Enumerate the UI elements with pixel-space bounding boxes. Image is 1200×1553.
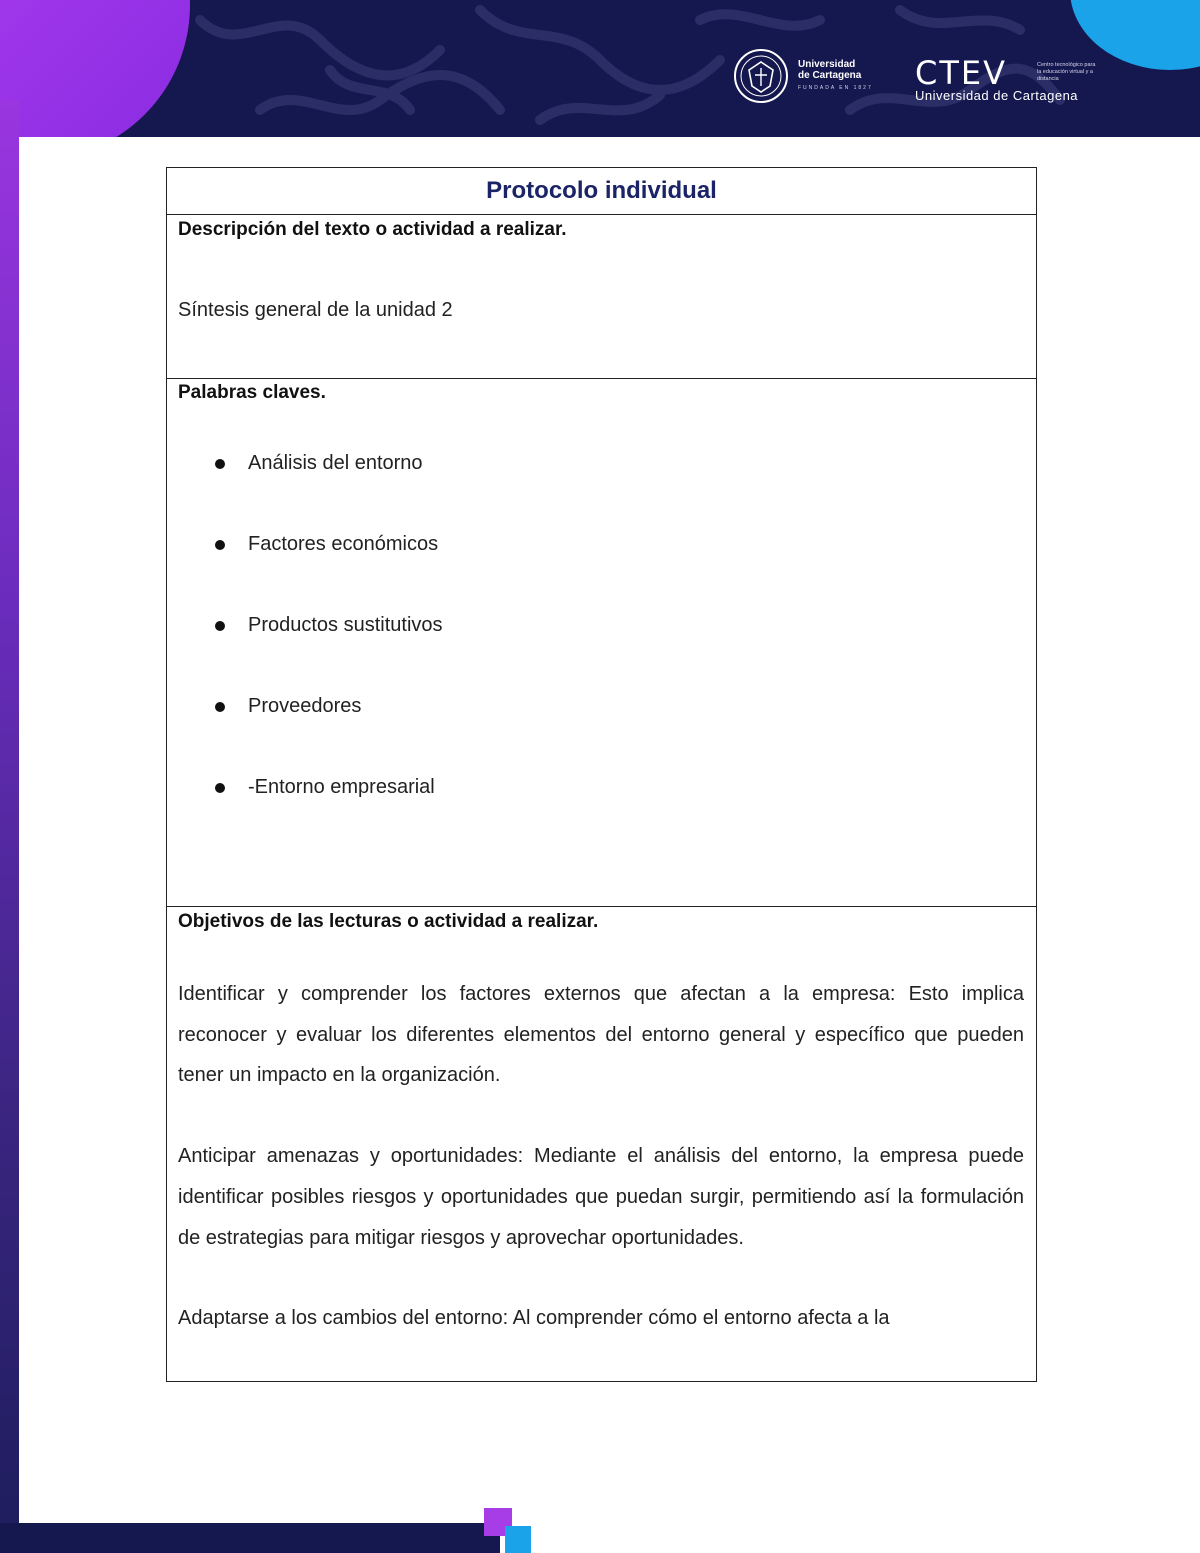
- universidad-de-cartagena-logo: [732, 48, 873, 104]
- description-section: [167, 214, 1036, 378]
- keyword-item: [178, 694, 1024, 775]
- ctev-wordmark: CTEV: [915, 54, 1007, 92]
- university-name-line2: de Cartagena: [798, 69, 862, 81]
- left-gradient-strip: [0, 100, 19, 1553]
- keywords-section: [167, 378, 1036, 906]
- ctev-tagline: Centro tecnológico para la educación virtual y a distancia: [1037, 62, 1096, 82]
- protocol-title: Protocolo individual: [486, 177, 717, 204]
- university-founded-text: FUNDADA EN 1827: [798, 84, 873, 91]
- protocol-table: [166, 167, 1037, 1382]
- footer-bar: [0, 1523, 500, 1553]
- bullet-icon: [215, 540, 225, 550]
- objective-paragraph: Identificar y comprender los factores externos que afectan a la empresa: Esto implica reconocer y evaluar los diferentes elementos del entorno general y específico que pueden tener un impacto en la organización.: [178, 983, 1024, 1087]
- objective-paragraph: Anticipar amenazas y oportunidades: Mediante el análisis del entorno, la empresa puede identificar posibles riesgos y oportunidades que puedan surgir, permitiendo así la formulación de estrategias para mitigar riesgos y aprovechar oportunidades.: [178, 1145, 1024, 1249]
- protocol-title-row: [167, 168, 1036, 214]
- keyword-item: [178, 532, 1024, 613]
- bullet-icon: [215, 621, 225, 631]
- keyword-text: Análisis del entorno: [248, 452, 423, 474]
- ctev-subtitle: Universidad de Cartagena: [915, 88, 1079, 103]
- objectives-section: [167, 906, 1036, 1381]
- keyword-text: Factores económicos: [248, 533, 439, 555]
- objective-paragraph: Adaptarse a los cambios del entorno: Al comprender cómo el entorno afecta a la: [178, 1307, 890, 1330]
- keywords-heading: Palabras claves.: [178, 382, 326, 403]
- keyword-item: [178, 613, 1024, 694]
- description-text: Síntesis general de la unidad 2: [178, 299, 453, 321]
- bullet-icon: [215, 783, 225, 793]
- header-band: [0, 0, 1200, 137]
- keyword-text: Productos sustitutivos: [248, 614, 443, 636]
- blue-square-decoration: [505, 1526, 531, 1553]
- keyword-text: -Entorno empresarial: [248, 776, 435, 798]
- keyword-item: [178, 775, 1024, 856]
- description-heading: Descripción del texto o actividad a realizar.: [178, 219, 567, 240]
- ctev-logo: [915, 54, 1096, 103]
- keywords-list: [178, 451, 1024, 856]
- university-name-line1: Universidad: [798, 58, 856, 70]
- bullet-icon: [215, 702, 225, 712]
- keyword-item: [178, 451, 1024, 532]
- university-seal-icon: [732, 48, 790, 104]
- bullet-icon: [215, 459, 225, 469]
- objectives-heading: Objetivos de las lecturas o actividad a realizar.: [178, 911, 599, 932]
- keyword-text: Proveedores: [248, 695, 362, 717]
